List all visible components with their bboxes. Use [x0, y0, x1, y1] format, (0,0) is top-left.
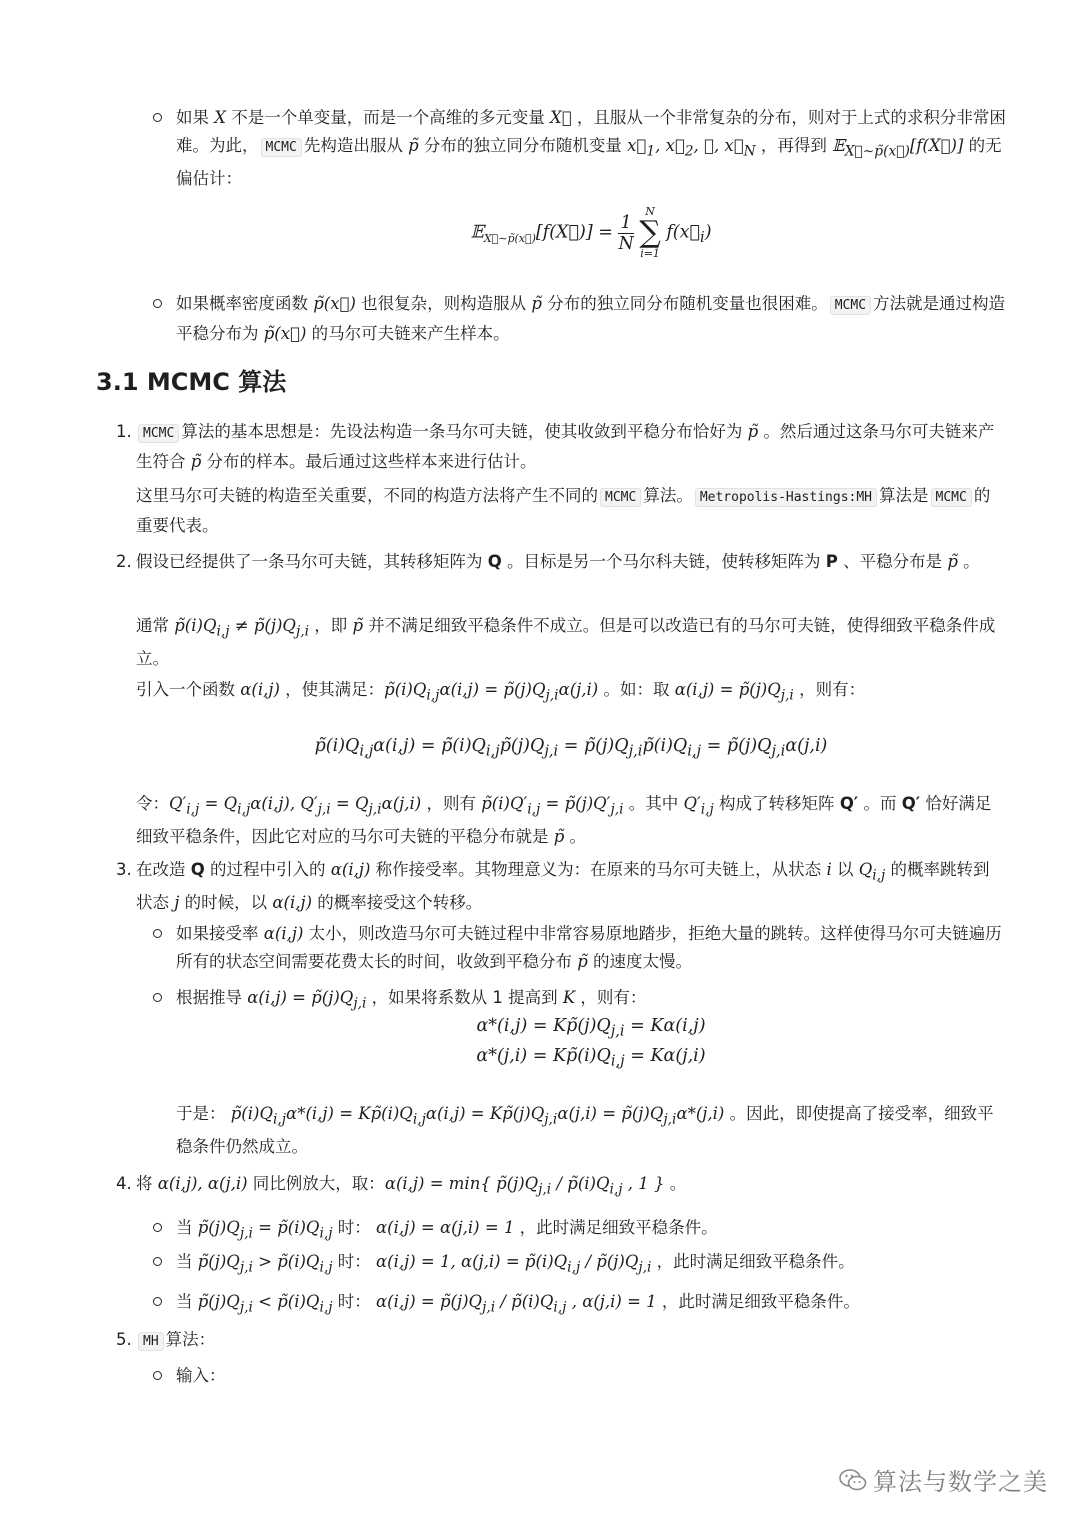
paragraph: 通常 $p̃(i)Q_{i,j}$ ≠ $p̃(j)Q_{j,i}$ ，即 p̃ 并不满足细致平稳条件不成立。但是可以改造已有的马尔可夫链，使得细致平稳条件成立。 — [136, 616, 996, 669]
hollow-bullet-icon — [153, 1371, 162, 1380]
hollow-bullet-icon — [153, 1257, 162, 1266]
paragraph: 于是： $p̃(i)Q_{i,j}\alpha*(i,j)$ = $Kp̃(i)Q_{i,j}\alpha(i,j)$ = $Kp̃(j)Q_{j,i}\alpha(j,i)$ = $p̃(j)Q_{j,i}\alpha*(j,i)$ 。因此，即使提高了接受率，细致平稳条件仍然成立。 — [176, 1104, 994, 1157]
equation-scaled-acceptance-1: $\alpha*(i,j) = Kp̃(j)Q_{j,i} = K\alpha(i,j)$ — [476, 1016, 706, 1040]
section-heading: 3.1 MCMC 算法 — [96, 368, 287, 396]
bullet-item: 根据推导 $\alpha(i,j) = p̃(j)Q_{j,i}$ ，如果将系数从 1 提高到 K ，则有： — [176, 984, 1006, 1017]
paragraph: 引入一个函数 α(i,j) ，使其满足：$p̃(i)Q_{i,j}\alpha(i,j)$ = $p̃(j)Q_{j,i}\alpha(j,i)$ 。如：取 $\alpha(i,j) = p̃(j)Q_{j,i}$ ，则有： — [136, 680, 866, 704]
equation-detailed-balance: $p̃(i)Q_{i,j}\alpha(i,j)$ = $p̃(i)Q_{i,j}p̃(j)Q_{j,i}$ = $p̃(j)Q_{j,i}p̃(i)Q_{i,j}$ = $p̃(j)Q_{j,i}\alpha(j,i)$ — [314, 736, 828, 760]
hollow-bullet-icon — [153, 113, 162, 122]
equation-scaled-acceptance-2: $\alpha*(j,i) = Kp̃(i)Q_{i,j} = K\alpha(j,i)$ — [476, 1046, 706, 1070]
numbered-item-4: 4. 将 α(i,j), α(j,i) 同比例放大，取：α(i,j) = min{ $p̃(j)Q_{j,i}$ / $p̃(i)Q_{i,j}$ , 1 } 。 — [116, 1174, 687, 1198]
paragraph: 这里马尔可夫链的构造至关重要，不同的构造方法将产生不同的 MCMC 算法。 Metropolis-Hastings:MH 算法是 MCMC 的重要代表。 — [136, 486, 991, 535]
paragraph: 令：$Q'_{i,j} = Q_{i,j}\alpha(i,j)$, $Q'_{j,i} = Q_{j,i}\alpha(j,i)$ ，则有 $p̃(i)Q'_{i,j}$ = $p̃(j)Q'_{j,i}$ 。其中 $Q'_{i,j}$ 构成了转移矩阵 Q′ 。而 Q′ 恰好满足细致平稳条件，因此它对应的马尔可夫链的平稳分布就是 p̃ 。 — [136, 794, 992, 847]
bullet-item: 如果接受率 α(i,j) 太小，则改造马尔可夫链过程中非常容易原地踏步，拒绝大量的跳转。这样使得马尔可夫链遍历所有的状态空间需要花费太长的时间，收敛到平稳分布 p̃ 的速度太慢。 — [176, 920, 1006, 976]
bullet-item: 如果 X 不是一个单变量，而是一个高维的多元变量 X⃗ ，且服从一个非常复杂的分布，则对于上式的求积分非常困难。为此， MCMC 先构造出服从 p̃ 分布的独立同分布随机变量 $x⃗_1$, $x⃗_2$, ⋯, $x⃗_N$ ，再得到 𝔼$_{X⃗\sim p̃(x⃗)}$[f(X⃗)] 的无偏估计： — [176, 104, 1006, 193]
bullet-item: 当 $p̃(j)Q_{j,i}$ > $p̃(i)Q_{i,j}$ 时： α(i,j) = 1, $\alpha(j,i) = p̃(i)Q_{i,j}$ / $p̃(j)Q_{j,i}$ ，此时满足细致平稳条件。 — [176, 1248, 1006, 1281]
hollow-bullet-icon — [153, 299, 162, 308]
bullet-item: 如果概率密度函数 p̃(x⃗) 也很复杂，则构造服从 p̃ 分布的独立同分布随机变量也很困难。 MCMC 方法就是通过构造平稳分布为 p̃(x⃗) 的马尔可夫链来产生样本。 — [176, 290, 1006, 348]
numbered-item-2: 2. 假设已经提供了一条马尔可夫链，其转移矩阵为 Q 。目标是另一个马尔科夫链，使转移矩阵为 P 、平稳分布是 p̃ 。 — [116, 552, 980, 571]
bullet-item: 输入： — [176, 1362, 1006, 1390]
wechat-icon — [839, 1468, 867, 1498]
hollow-bullet-icon — [153, 929, 162, 938]
numbered-item-5: 5. MH 算法： — [116, 1330, 216, 1349]
hollow-bullet-icon — [153, 1297, 162, 1306]
numbered-item-3: 3. 在改造 Q 的过程中引入的 α(i,j) 称作接受率。其物理意义为：在原来的马尔可夫链上，从状态 i 以 $Q_{i,j}$ 的概率跳转到状态 j 的时候，以 α(i,j) 的概率接受这个转移。 — [116, 860, 990, 913]
watermark — [839, 1462, 1048, 1498]
watermark-text: 算法与数学之美 — [873, 1468, 1048, 1496]
hollow-bullet-icon — [153, 993, 162, 1002]
bullet-item: 当 $p̃(j)Q_{j,i}$ < $p̃(i)Q_{i,j}$ 时： $\alpha(i,j) = p̃(j)Q_{j,i}$ / $p̃(i)Q_{i,j}$ , α(j,i) = 1 ，此时满足细致平稳条件。 — [176, 1288, 1006, 1321]
equation-expectation: 𝔼$_{X⃗\sim p̃(x⃗)}$[f(X⃗)] = 1 N N ∑ i=1 $f(x⃗_i)$ — [470, 205, 712, 260]
numbered-item-1: 1. MCMC 算法的基本思想是：先设法构造一条马尔可夫链，使其收敛到平稳分布恰好为 p̃ 。然后通过这条马尔可夫链来产生符合 p̃ 分布的样本。最后通过这些样本来进行估计。 — [116, 422, 995, 471]
bullet-item: 当 $p̃(j)Q_{j,i}$ = $p̃(i)Q_{i,j}$ 时： α(i,j) = α(j,i) = 1 ，此时满足细致平稳条件。 — [176, 1214, 1006, 1247]
hollow-bullet-icon — [153, 1223, 162, 1232]
